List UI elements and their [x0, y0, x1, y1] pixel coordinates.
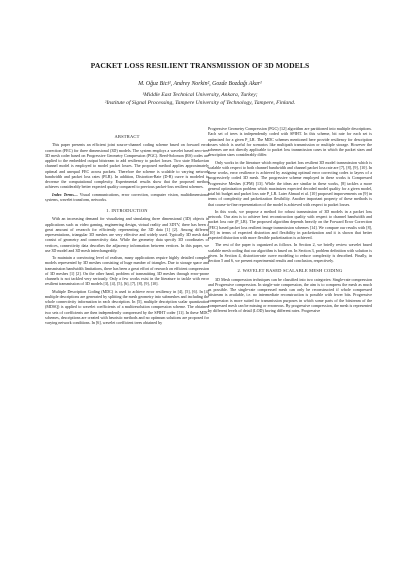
- abstract-heading: ABSTRACT: [114, 134, 140, 139]
- abstract-text: This paper presents an efficient joint source-channel coding scheme based on forward error correction (FEC) for three dimensional (3D) models. The system employs a wavelet based zero-tree 3D mesh coder based on Progressive Geometry Compression (PGC). Reed-Solomon (RS) codes are applied to the embedded output bitstream to add resiliency to packet losses. Two state Markovian channel model is employed to model packet losses. The proposed method applies approximately optimal and unequal FEC across packets. Therefore the scheme is scalable to varying network bandwidth and packet loss rates (PLR). In addition, Distortion-Rate (D-R) curve is modeled to decrease the computational complexity. Experimental results show that the proposed method achieves considerably better expected quality compared to previous packet-loss resilient schemes.: [45, 142, 209, 190]
- section2-paragraph: 3D Mesh compression techniques can be classified into two categories: Single-rate compression and Progressive compression. In single-rate compression, the aim is to compress the mesh as much as possible. The single-rate compressed mesh can only be reconstructed if whole compressed bitstream is available, i.e. no intermediate reconstruction is possible with fewer bits. Progressive compression is more suited for transmission purposes in which some parts of the bitstream of the compressed mesh can be missing or erroneous. By progressive compression, the mesh is represented by different levels of detail (LOD) having different rates. Progressive: [208, 276, 372, 313]
- right-column: [208, 126, 372, 315]
- index-terms-label: Index Terms—: [52, 191, 78, 197]
- index-terms-text: Visual communications, error correction, computer vision, multidimensional systems, wavelet transform, networks.: [45, 191, 210, 202]
- author-list: M. Oğuz Bici¹, Andrey Norkin², Gozde Bozdağı Akar¹: [138, 81, 262, 87]
- intro-paragraph: To maintain a convincing level of realism, many applications require highly detailed complex models represented by 3D meshes consisting of huge number of triangles. Due to storage space and transmission bandwidth limitations, there has been a great effort of research on efficient compression of 3D meshes [1] [2]. On the other hand, problem of transmitting 3D meshes through error-prone channels is not tackled very seriously. Only a few works exist in the literature to tackle with error resilient transmission of 3D models [3], [4], [5], [6], [7], [8], [9], [10].: [45, 255, 209, 287]
- left-column: [45, 126, 209, 327]
- affiliation-1: ¹Middle East Technical University, Ankara, Turkey;: [142, 92, 258, 98]
- intro-paragraph: With an increasing demand for visualizing and simulating three dimensional (3D) objects in applications such as video gaming, engineering design, virtual reality and 3DTV, there has been a great amount of research for efficiently representing the 3D data [1] [2]. Among different representations, triangular 3D meshes are very effective and widely used. Typically 3D mesh data consist of geometry and connectivity data. While the geometry data specify 3D coordinates of vertices, connectivity data describes the adjacency information between vertices. In this paper, we use 3D model and 3D mesh interchangeably.: [45, 216, 209, 253]
- index-terms: [45, 192, 209, 203]
- intro-continued-paragraph: Only works in the literature which employ packet loss resilient 3D model transmission which is scalable with respect to both channel bandwidth and channel packet loss rate are [7], [8], [9], [10]. In these works, error resilience is achieved by assigning optimal error correcting codes to layers of a progressively coded 3D mesh. The progressive scheme employed in these works is Compressed Progressive Meshes (CPM) [13]. While the ideas are similar in these works, [8] tackles a more general optimization problem which maximizes expected decoded model quality for a given model, total bit budget and packet loss rate P_LR. Later Ahmad et al. [10] proposed improvements on [9] in terms of complexity and packetization flexibility. Another important property of these methods is that coarse-to-fine representation of the model is achieved with respect to packet losses.: [208, 159, 372, 207]
- paper-title: PACKET LOSS RESILIENT TRANSMISSION OF 3D MODELS: [90, 61, 310, 70]
- section2-heading: 2. WAVELET BASED SCALABLE MESH CODING: [237, 268, 343, 274]
- intro-continued-paragraph: The rest of the paper is organized as follows. In Section 2, we briefly review wavelet based scalable mesh coding that our algorithm is based on. In Section 3, problem definition with solution is given. In Section 4, distortion-rate curve modeling to reduce complexity is described. Finally, in Section 5 and 6, we present experimental results and conclusion, respectively.: [208, 242, 372, 263]
- introduction-heading: 1. INTRODUCTION: [106, 208, 148, 213]
- affiliation-2: ²Institute of Signal Processing, Tampere University of Technology, Tampere, Finland.: [104, 100, 296, 106]
- intro-continued-paragraph: Progressive Geometry Compression (PGC) [12] algorithm are partitioned into multiple descriptions. Each set of trees is independently coded with SPIHT. In this scheme, bit rate for each set is optimized for a given P_LR. The MDC schemes mentioned here provide resiliency for description losses which is useful for scenarios like multipath transmission or multiple storage. However the schemes are not directly applicable to packet loss transmission cases in which the packet sizes and description sizes considerably differ.: [208, 126, 372, 158]
- intro-paragraph: Multiple Description Coding (MDC) is used to achieve error resiliency in [4], [5], [6]. In [4] multiple descriptions are generated by splitting the mesh geometry into submeshes and including the whole connectivity information in each description. In [5], multiple description scalar quantization (MDSQ) is applied to wavelet coefficients of a multiresolution compression scheme. The obtained two sets of coefficients are then independently compressed by the SPIHT coder [11]. In these MDC schemes, descriptions are created with heuristic methods and no optimum solutions are proposed for varying network conditions. In [6], wavelet coefficient trees obtained by: [45, 288, 209, 325]
- intro-continued-paragraph: In this work, we propose a method for robust transmission of 3D models in a packet loss network. Our aim is to achieve best reconstruction quality with respect to channel bandwidth and packet loss rate (P_LR). The proposed algorithm depends heavily on the Forward Error Correction (FEC) based packet loss resilient image transmission schemes [14]. We compare our results with [8], [10] in terms of expected distortion and flexibility in packetization and it is shown that better expected distortion with more flexible packetization is achieved.: [208, 208, 372, 240]
